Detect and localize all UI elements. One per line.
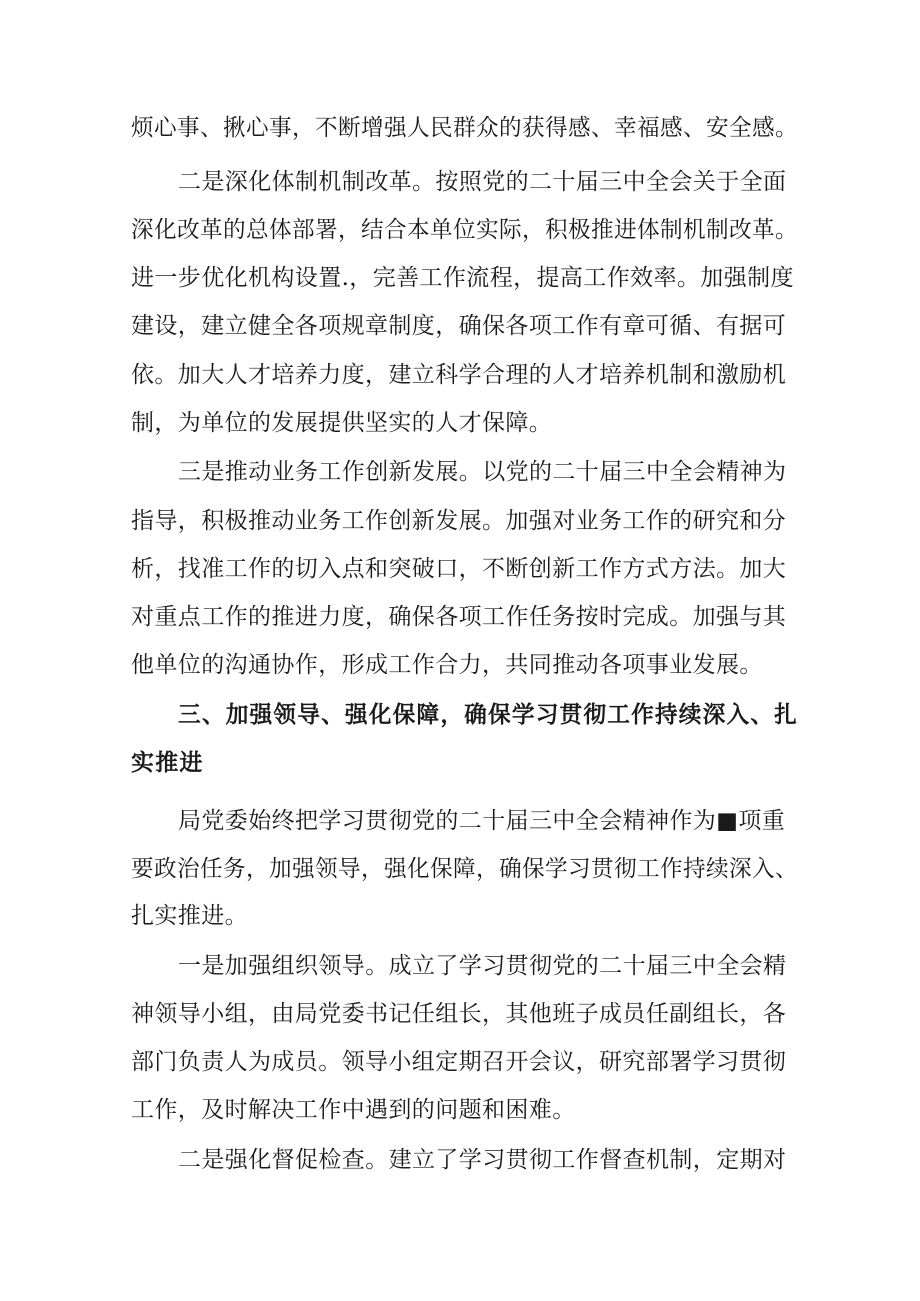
text-line-content: 一是加强组织领导。成立了学习贯彻党的二十届三中全会精 xyxy=(178,953,787,979)
text-line xyxy=(0,104,920,152)
text-line xyxy=(0,593,920,641)
text-line xyxy=(0,990,920,1038)
section-heading-text: 三、加强领导、强化保障，确保学习贯彻工作持续深入、扎 xyxy=(178,702,799,728)
text-line xyxy=(0,1038,920,1086)
paragraph-first-line xyxy=(0,1136,920,1184)
text-line xyxy=(0,845,920,893)
paragraph-first-line xyxy=(0,448,920,496)
text-line-content: 二是强化督促检查。建立了学习贯彻工作督查机制，定期对 xyxy=(178,1147,787,1173)
text-line-content: 三是推动业务工作创新发展。以党的二十届三中全会精神为 xyxy=(178,459,787,485)
paragraph-first-line xyxy=(0,942,920,990)
text-line-content: 制，为单位的发展提供坚实的人才保障。 xyxy=(131,410,553,436)
section-heading xyxy=(0,691,920,739)
text-line xyxy=(0,641,920,689)
text-line-content: 要政治任务，加强领导，强化保障，确保学习贯彻工作持续深入、 xyxy=(131,856,799,882)
text-line-content: 神领导小组，由局党委书记任组长，其他班子成员任副组长，各 xyxy=(131,1001,787,1027)
paragraph-first-line xyxy=(0,158,920,206)
section-heading-text: 实推进 xyxy=(131,750,204,776)
text-line xyxy=(0,254,920,302)
section-heading xyxy=(0,739,920,787)
text-line-content: 扎实推进。 xyxy=(131,903,248,929)
text-line-content: 二是深化体制机制改革。按照党的二十届三中全会关于全面 xyxy=(178,169,787,195)
text-line-content: 指导，积极推动业务工作创新发展。加强对业务工作的研究和分 xyxy=(131,508,787,534)
text-line xyxy=(0,351,920,399)
text-line xyxy=(0,399,920,447)
text-line-content: 进一步优化机构设置.，完善工作流程，提高工作效率。加强制度 xyxy=(131,265,794,291)
text-line-content: 对重点工作的推进力度，确保各项工作任务按时完成。加强与其 xyxy=(131,604,787,630)
text-line-content: 建设，建立健全各项规章制度，确保各项工作有章可循、有据可 xyxy=(131,313,787,339)
text-line xyxy=(0,1086,920,1134)
text-line-content: 工作，及时解决工作中遇到的问题和困难。 xyxy=(131,1097,576,1123)
text-line xyxy=(0,302,920,350)
text-line-content: 深化改革的总体部署，结合本单位实际，积极推进体制机制改革。 xyxy=(131,217,799,243)
text-line-content: 析，找准工作的切入点和突破口，不断创新工作方式方法。加大 xyxy=(131,556,787,582)
text-line xyxy=(0,497,920,545)
text-line xyxy=(0,206,920,254)
text-line-content: 烦心事、揪心事，不断增强人民群众的获得感、幸福感、安全感。 xyxy=(131,115,799,141)
text-line xyxy=(0,545,920,593)
text-line-content: 他单位的沟通协作，形成工作合力，共同推动各项事业发展。 xyxy=(131,652,763,678)
text-line-content: 局党委始终把学习贯彻党的二十届三中全会精神作为■项重 xyxy=(178,808,786,834)
paragraph-first-line xyxy=(0,797,920,845)
text-line-content: 依。加大人才培养力度，建立科学合理的人才培养机制和激励机 xyxy=(131,362,787,388)
text-line xyxy=(0,892,920,940)
text-line-content: 部门负责人为成员。领导小组定期召开会议，研究部署学习贯彻 xyxy=(131,1049,787,1075)
